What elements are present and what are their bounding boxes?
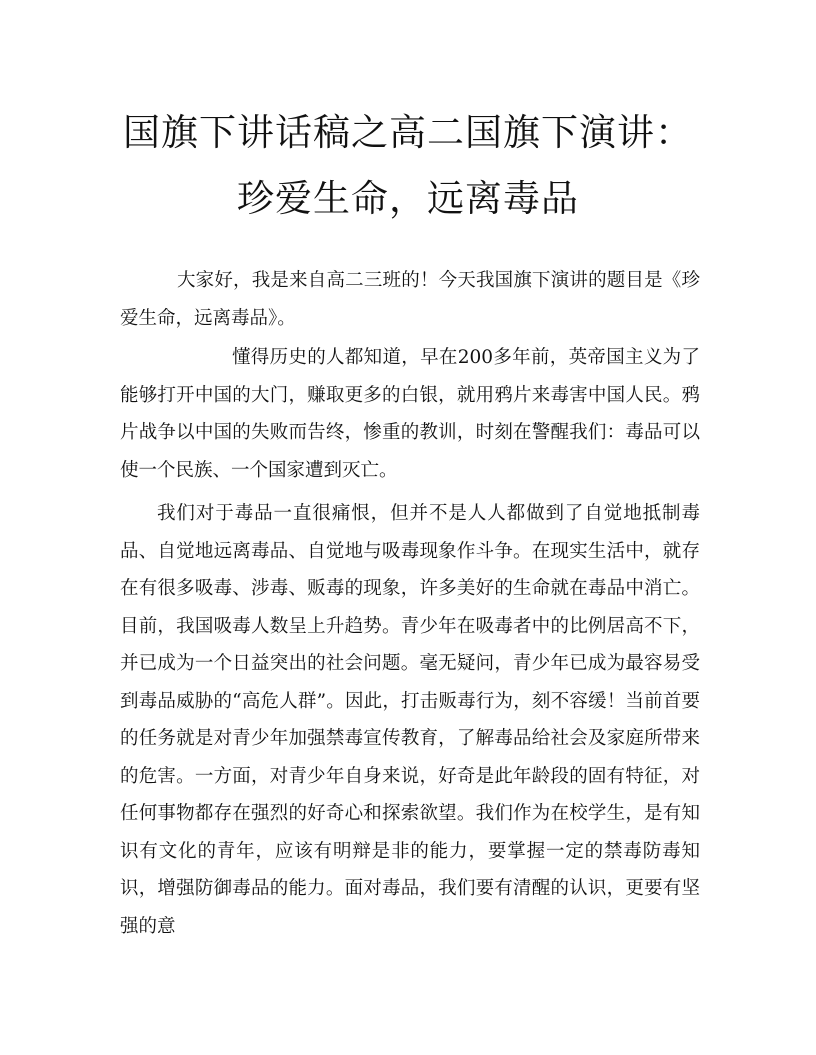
paragraph-youth-drugs: 我们对于毒品一直很痛恨，但并不是人人都做到了自觉地抵制毒品、自觉地远离毒品、自觉地与吸毒现象作斗争。在现实生活中，就存在有很多吸毒、涉毒、贩毒的现象，许多美好的生命就在毒品中消亡。目前，我国吸毒人数呈上升趋势。青少年在吸毒者中的比例居高不下，并已成为一个日益突出的社会问题。毫无疑问，青少年已成为最容易受到毒品威胁的“高危人群”。因此，打击贩毒行为，刻不容缓！当前首要的任务就是对青少年加强禁毒宣传教育，了解毒品给社会及家庭所带来的危害。一方面，对青少年自身来说，好奇是此年龄段的固有特征，对任何事物都存在强烈的好奇心和探索欲望。我们作为在校学生，是有知识有文化的青年，应该有明辩是非的能力，要掌握一定的禁毒防毒知识，增强防御毒品的能力。面对毒品，我们要有清醒的认识，更要有坚强的意: [120, 503, 700, 937]
paragraph-history: 懂得历史的人都知道，早在200多年前，英帝国主义为了能够打开中国的大门，赚取更多的白银，就用鸦片来毒害中国人民。鸦片战争以中国的失败而告终，惨重的教训，时刻在警醒我们：毒品可以使一个民族、一个国家遭到灭亡。: [120, 347, 700, 481]
paragraph-greeting: 大家好，我是来自高二三班的！今天我国旗下演讲的题目是《珍爱生命，远离毒品》。: [120, 270, 700, 329]
document-body: [120, 262, 700, 945]
document-title: 国旗下讲话稿之高二国旗下演讲：珍爱生命，远离毒品: [123, 111, 693, 220]
